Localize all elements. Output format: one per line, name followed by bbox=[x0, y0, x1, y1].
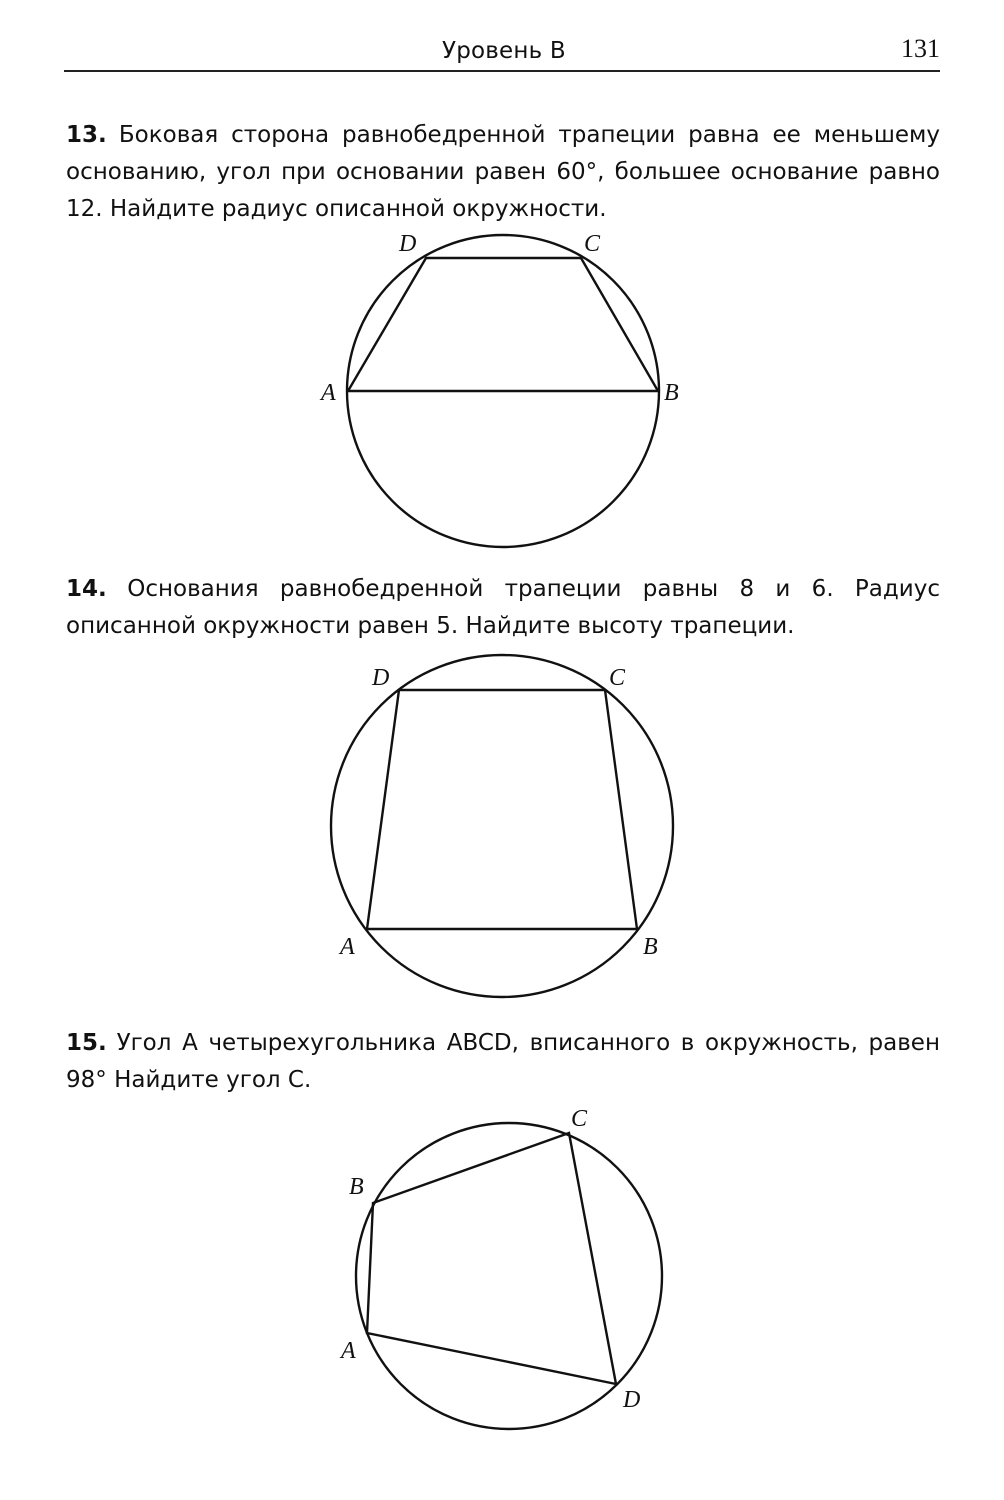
figure-15 bbox=[356, 1123, 662, 1429]
label-d: D bbox=[399, 231, 417, 257]
label-b: B bbox=[349, 1174, 364, 1200]
problem-number: 14. bbox=[66, 576, 107, 602]
label-a: A bbox=[340, 934, 355, 960]
figure-13 bbox=[347, 235, 659, 547]
label-c: C bbox=[571, 1106, 588, 1132]
problem-text: Боковая сторона равнобедренной трапеции равна ее меньшему основанию, угол при основании равен 60°, большее основание равно 12. Найдите радиус описанной окружности. bbox=[66, 122, 940, 222]
trapezoid-abcd bbox=[367, 690, 637, 929]
label-d: D bbox=[623, 1387, 641, 1413]
label-c: C bbox=[609, 665, 626, 691]
label-c: C bbox=[584, 231, 601, 257]
label-d: D bbox=[372, 665, 390, 691]
quadrilateral-abcd bbox=[367, 1133, 616, 1384]
running-head: Уровень В bbox=[442, 38, 566, 64]
problem-number: 15. bbox=[66, 1030, 107, 1056]
circumscribed-circle bbox=[331, 655, 673, 997]
page-number: 131 bbox=[901, 34, 940, 63]
figure-14 bbox=[331, 655, 673, 997]
label-a: A bbox=[341, 1338, 356, 1364]
problem-number: 13. bbox=[66, 122, 107, 148]
label-b: B bbox=[643, 934, 658, 960]
problem-text: Основания равнобедренной трапеции равны 8 и 6. Радиус описанной окружности равен 5. Найдите высоту трапеции. bbox=[66, 576, 941, 639]
label-a: A bbox=[321, 380, 336, 406]
label-b: B bbox=[664, 380, 679, 406]
problem-text: Угол A четырехугольника ABCD, вписанного в окружность, равен 98° Найдите угол C. bbox=[66, 1030, 940, 1093]
